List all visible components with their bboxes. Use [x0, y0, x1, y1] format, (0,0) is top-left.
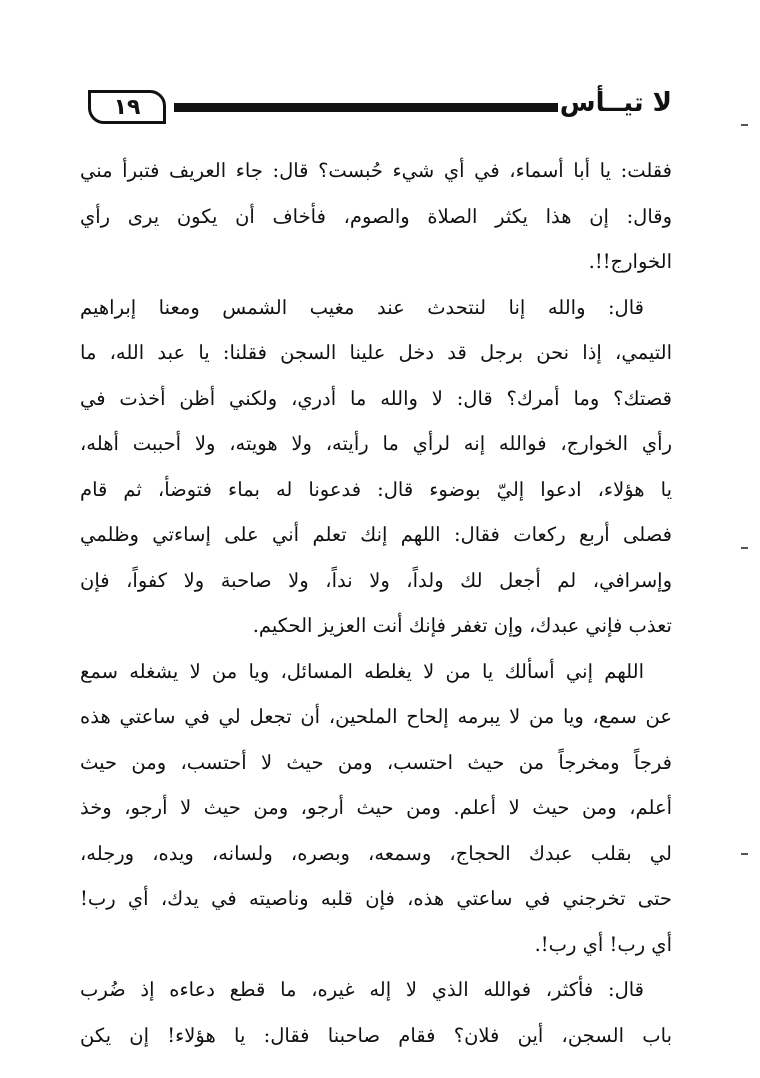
text-line: اللهم إني أسألك يا من لا يغلطه المسائل، ويا من لا يشغله سمع	[80, 659, 644, 683]
margin-mark	[741, 124, 748, 126]
text-line: رأي الخوارج، فوالله إنه لرأي ما رأيته، ولا هويته، ولا أحببت أهله،	[80, 432, 672, 455]
text-line: قصتك؟ وما أمرك؟ قال: لا والله ما أدري، ولكني أظن أخذت في	[80, 386, 672, 410]
margin-mark	[741, 547, 748, 549]
text-line: تعذب فإني عبدك، وإن تغفر فإنك أنت العزيز الحكيم.	[252, 614, 672, 637]
text-line: يا هؤلاء، ادعوا إليّ بوضوء قال: فدعونا له بماء فتوضأ، ثم قام	[80, 477, 672, 501]
text-line: التيمي، إذا نحن برجل قد دخل علينا السجن فقلنا: يا عبد الله، ما	[80, 341, 672, 364]
text-line: فصلى أربع ركعات فقال: اللهم إنك تعلم أني على إساءتي وظلمي	[80, 523, 672, 546]
text-line: باب السجن، أين فلان؟ فقام صاحبنا فقال: يا هؤلاء! إن يكن	[80, 1023, 672, 1047]
running-title: لا تيــأس	[559, 88, 672, 118]
body-text	[80, 148, 672, 1058]
text-line: الخوارج!!.	[588, 250, 672, 273]
text-line: وإسرافي، لم أجعل لك ولداً، ولا نداً، ولا صاحبة ولا كفواً، فإن	[80, 568, 672, 592]
header-rule	[174, 103, 558, 112]
margin-mark	[741, 853, 748, 855]
text-line: لي بقلب عبدك الحجاج، وسمعه، وبصره، ولسانه، ويده، ورجله،	[80, 841, 672, 865]
page-header	[88, 90, 672, 126]
text-line: أي رب! أي رب!.	[534, 932, 672, 956]
text-line: أعلم، ومن حيث لا أعلم. ومن حيث أرجو، ومن حيث لا أرجو، وخذ	[80, 796, 672, 819]
text-line: فقلت: يا أبا أسماء، في أي شيء حُبست؟ قال: جاء العريف فتبرأ مني	[80, 159, 672, 182]
text-line: وقال: إن هذا يكثر الصلاة والصوم، فأخاف أن يكون يرى رأي	[80, 204, 672, 228]
page-number: ١٩	[88, 90, 166, 124]
text-line: فرجاً ومخرجاً من حيث احتسب، ومن حيث لا أحتسب، ومن حيث	[80, 750, 672, 774]
text-line: قال: فأكثر، فوالله الذي لا إله غيره، ما قطع دعاءه إذ ضُرب	[80, 978, 644, 1001]
text-line: عن سمع، ويا من لا يبرمه إلحاح الملحين، أن تجعل لي في ساعتي هذه	[80, 705, 672, 728]
text-line: حتى تخرجني في ساعتي هذه، فإن قلبه وناصيته في يدك، أي رب!	[80, 887, 672, 910]
text-line: قال: والله إنا لنتحدث عند مغيب الشمس ومعنا إبراهيم	[80, 295, 644, 319]
